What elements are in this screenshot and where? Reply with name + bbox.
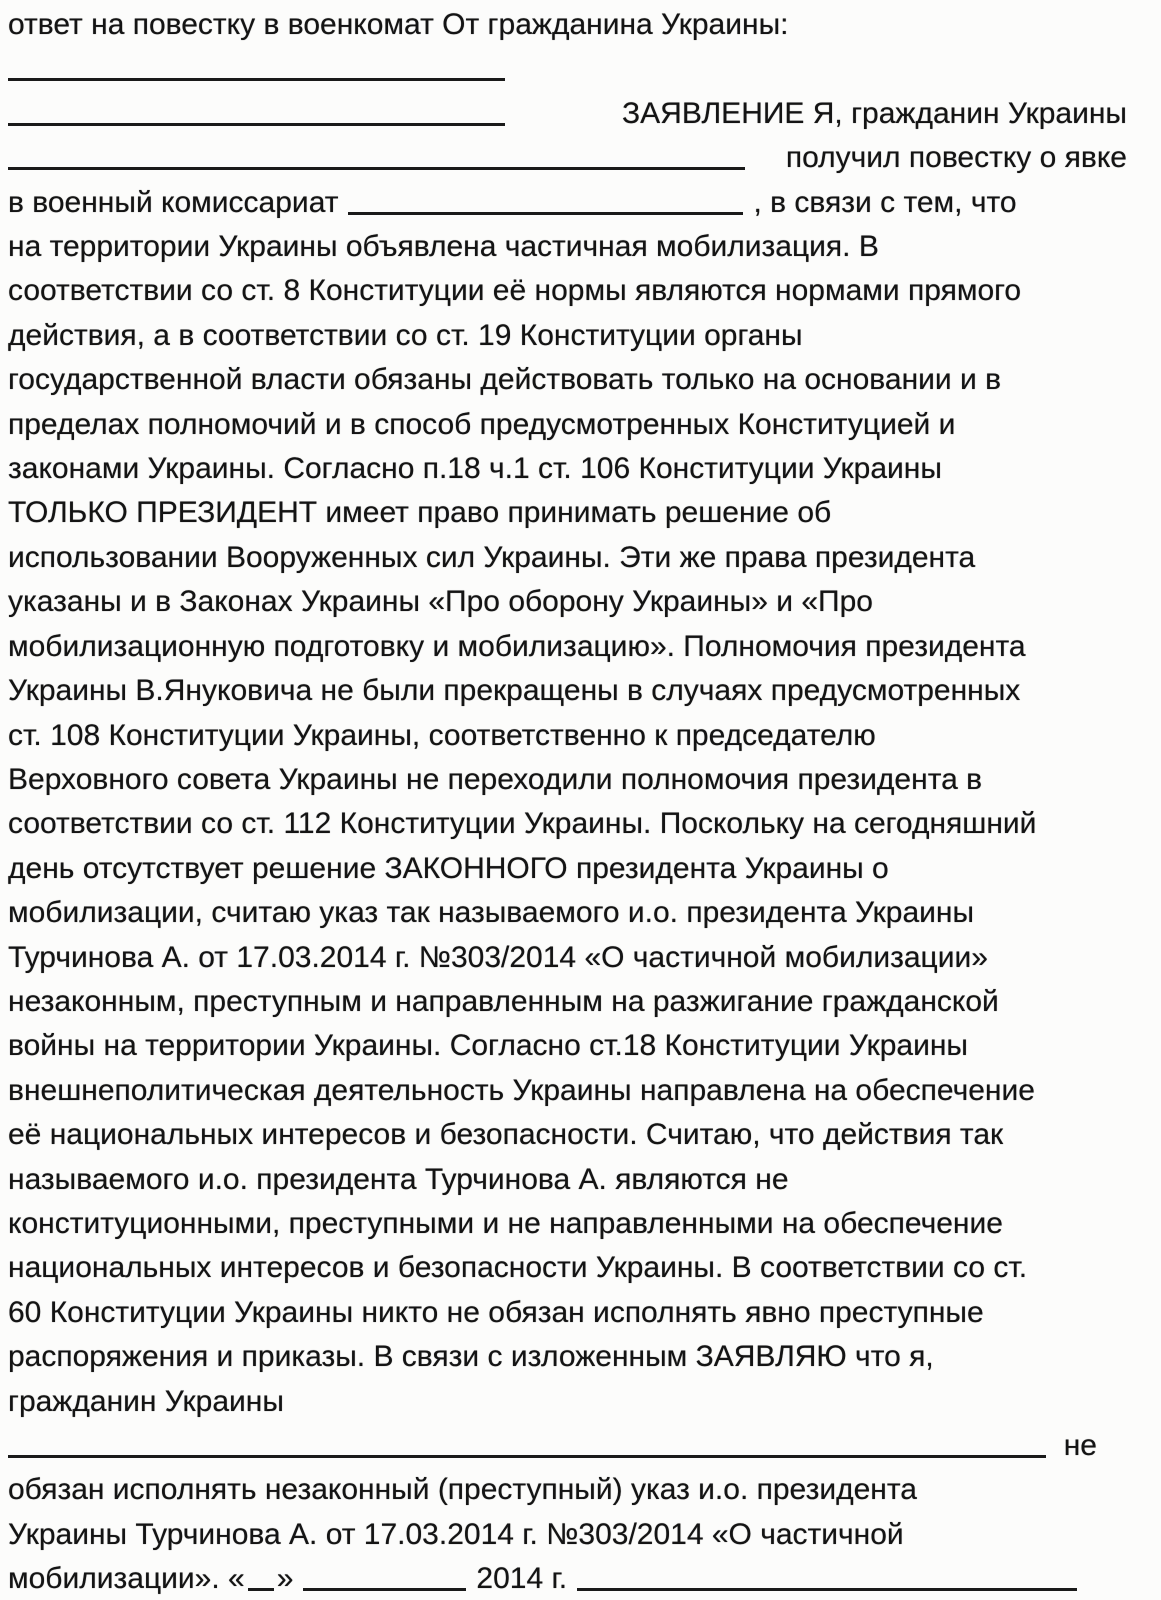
- body-line: мобилизационную подготовку и мобилизацию». Полномочия президента: [8, 629, 1026, 663]
- summons-row: [8, 136, 1127, 180]
- body-line: день отсутствует решение ЗАКОННОГО президента Украины о: [8, 851, 889, 885]
- doc-subject-line: [8, 3, 1127, 47]
- body-line: называемого и.о. президента Турчинова А. являются не: [8, 1162, 789, 1196]
- body-line: гражданин Украины: [8, 1384, 284, 1418]
- body-line: мобилизации, считаю указ так называемого и.о. президента Украины: [8, 896, 975, 930]
- closing-line-2: Украины Турчинова А. от 17.03.2014 г. №303/2014 «О частичной: [8, 1517, 904, 1551]
- fill-in-blank-3: [8, 139, 745, 170]
- body-line: использовании Вооруженных сил Украины. Эти же права президента: [8, 540, 976, 574]
- body-line: Украины В.Януковича не были прекращены в случаях предусмотренных: [8, 674, 1021, 708]
- fill-in-blank-2: [8, 95, 505, 126]
- body-line: 60 Конституции Украины никто не обязан исполнять явно преступные: [8, 1295, 984, 1329]
- fill-in-signature: [577, 1560, 1077, 1591]
- date-prefix-text: мобилизации». «: [8, 1562, 245, 1596]
- body-line: незаконным, преступным и направленным на разжигание гражданской: [8, 984, 999, 1018]
- date-closing-quote-text: »: [276, 1562, 294, 1596]
- zayavlenie-row: [8, 92, 1127, 136]
- closing-line-1: обязан исполнять незаконный (преступный) указ и.о. президента: [8, 1473, 917, 1507]
- body-line: Турчинова А. от 17.03.2014 г. №303/2014 «О частичной мобилизации»: [8, 940, 988, 974]
- body-line: государственной власти обязаны действовать только на основании и в: [8, 363, 1002, 397]
- body-line: пределах полномочий и в способ предусмотренных Конституцией и: [8, 407, 956, 441]
- body-line: ТОЛЬКО ПРЕЗИДЕНТ имеет право принимать решение об: [8, 496, 832, 530]
- date-signature-row: [8, 1557, 1127, 1600]
- body-line: законами Украины. Согласно п.18 ч.1 ст. 106 Конституции Украины: [8, 452, 942, 486]
- body-line: распоряжения и приказы. В связи с изложенным ЗАЯВЛЯЮ что я,: [8, 1340, 934, 1374]
- year-text: 2014 г.: [476, 1562, 568, 1596]
- body-line: действия, а в соответствии со ст. 19 Конституции органы: [8, 318, 803, 352]
- body-line: национальных интересов и безопасности Украины. В соответствии со ст.: [8, 1251, 1028, 1285]
- zayavlenie-text: ЗАЯВЛЕНИЕ Я, гражданин Украины: [622, 96, 1127, 130]
- body-line: соответствии со ст. 112 Конституции Украины. Поскольку на сегодняшний: [8, 807, 1037, 841]
- body-line: внешнеполитическая деятельность Украины направлена на обеспечение: [8, 1073, 1035, 1107]
- body-line: войны на территории Украины. Согласно ст.18 Конституции Украины: [8, 1029, 968, 1063]
- body-line: на территории Украины объявлена частичная мобилизация. В: [8, 230, 879, 264]
- fill-in-day: [248, 1560, 274, 1591]
- doc-subject-text: ответ на повестку в военкомат От гражданина Украины:: [8, 8, 789, 41]
- body-line: ст. 108 Конституции Украины, соответственно к председателю: [8, 718, 876, 752]
- fill-in-month: [303, 1560, 466, 1591]
- body-line: соответствии со ст. 8 Конституции её нормы являются нормами прямого: [8, 274, 1022, 308]
- commissariat-suffix-text: , в связи с тем, что: [753, 185, 1017, 219]
- body-line: конституционными, преступными и не направленными на обеспечение: [8, 1206, 1003, 1240]
- fill-in-citizen-name: [8, 1427, 1046, 1458]
- body-line: её национальных интересов и безопасности. Считаю, что действия так: [8, 1118, 1004, 1152]
- commissariat-row: [8, 181, 1127, 225]
- fill-in-row-1: [8, 47, 1127, 91]
- not-word-text: не: [1063, 1429, 1097, 1462]
- fill-in-commissariat-name: [348, 184, 743, 215]
- citizen-name-blank-row: [8, 1424, 1127, 1468]
- summons-text: получил повестку о явке: [785, 141, 1127, 175]
- fill-in-blank-1: [8, 50, 505, 81]
- statement-body: [8, 225, 1127, 1424]
- commissariat-prefix-text: в военный комиссариат: [8, 185, 339, 219]
- body-line: указаны и в Законах Украины «Про оборону Украины» и «Про: [8, 585, 873, 619]
- body-line: Верховного совета Украины не переходили полномочия президента в: [8, 762, 983, 796]
